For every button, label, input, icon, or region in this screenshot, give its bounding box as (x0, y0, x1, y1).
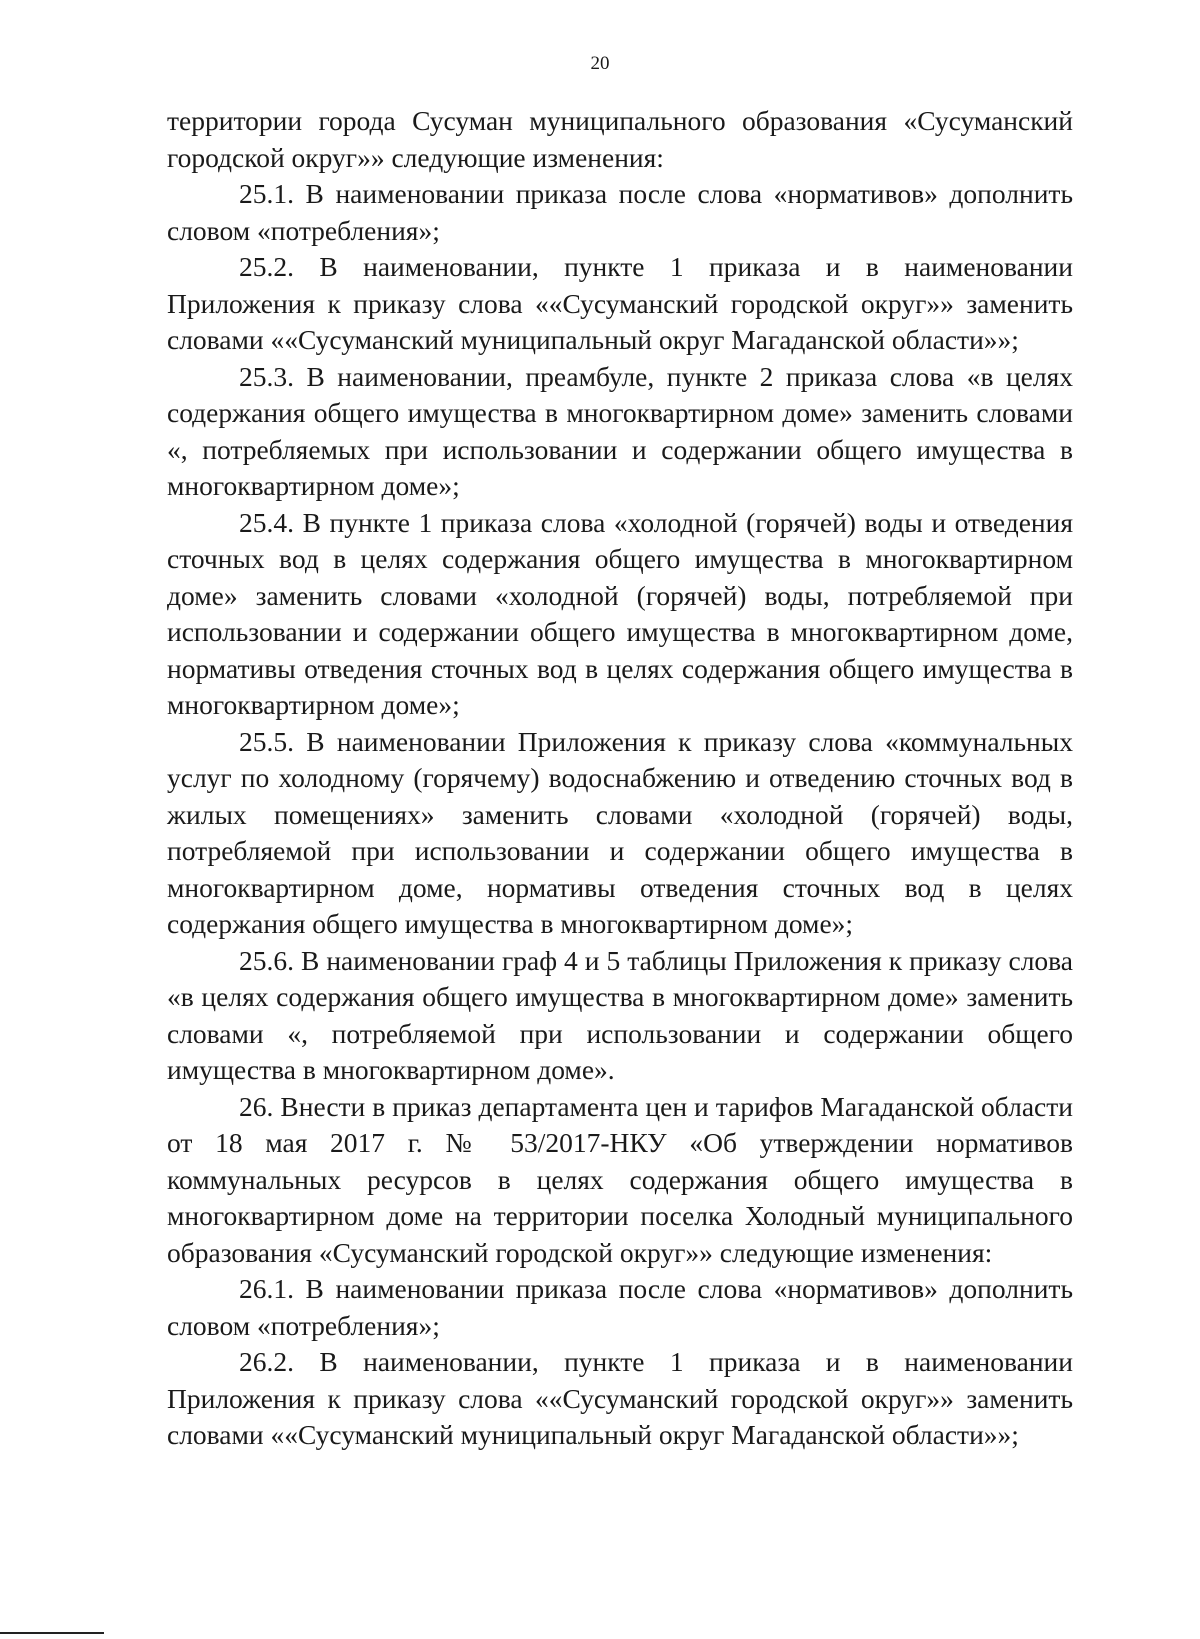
paragraph-25-6: 25.6. В наименовании граф 4 и 5 таблицы Приложения к приказу слова «в целях содержания общего имущества в многоквартирном доме» заменить словами «, потребляемой при использовании и содержании общего имущества в многоквартирном доме». (167, 944, 1073, 1085)
paragraph-26-1: 26.1. В наименовании приказа после слова «нормативов» дополнить словом «потребления»; (167, 1273, 1073, 1341)
paragraph-25-5: 25.5. В наименовании Приложения к приказу слова «коммунальных услуг по холодному (горячему) водоснабжению и отведению сточных вод в жилых помещениях» заменить словами «холодной (горячей) воды, потребляемой при использовании и содержании общего имущества в многоквартирном доме, нормативы отведения сточных вод в целях содержания общего имущества в многоквартирном доме»; (167, 725, 1073, 939)
paragraph-26: 26. Внести в приказ департамента цен и тарифов Магаданской области от 18 мая 2017 г. № 53/2017-НКУ «Об утверждении нормативов коммунальных ресурсов в целях содержания общего имущества в многоквартирном доме на территории поселка Холодный муниципального образования «Сусуманский городской округ»» следующие изменения: (167, 1090, 1073, 1268)
footer-rule (0, 1632, 104, 1634)
paragraph-continuation: территории города Сусуман муниципального образования «Сусуманский городской округ»» следующие изменения: (167, 105, 1073, 173)
paragraph-25-3: 25.3. В наименовании, преамбуле, пункте 2 приказа слова «в целях содержания общего имущества в многоквартирном доме» заменить словами «, потребляемых при использовании и содержании общего имущества в многоквартирном доме»; (167, 360, 1073, 501)
paragraph-25-1: 25.1. В наименовании приказа после слова «нормативов» дополнить словом «потребления»; (167, 178, 1073, 246)
paragraph-26-2: 26.2. В наименовании, пункте 1 приказа и в наименовании Приложения к приказу слова ««Сусуманский городской округ»» заменить словами ««Сусуманский муниципальный округ Магаданской области»»; (167, 1346, 1073, 1450)
document-body (167, 103, 1073, 1454)
paragraph-25-4: 25.4. В пункте 1 приказа слова «холодной (горячей) воды и отведения сточных вод в целях содержания общего имущества в многоквартирном доме» заменить словами «холодной (горячей) воды, потребляемой при использовании и содержании общего имущества в многоквартирном доме, нормативы отведения сточных вод в целях содержания общего имущества в многоквартирном доме»; (167, 506, 1073, 720)
paragraph-25-2: 25.2. В наименовании, пункте 1 приказа и в наименовании Приложения к приказу слова ««Сусуманский городской округ»» заменить словами ««Сусуманский муниципальный округ Магаданской области»»; (167, 251, 1073, 355)
page-number: 20 (590, 53, 610, 74)
